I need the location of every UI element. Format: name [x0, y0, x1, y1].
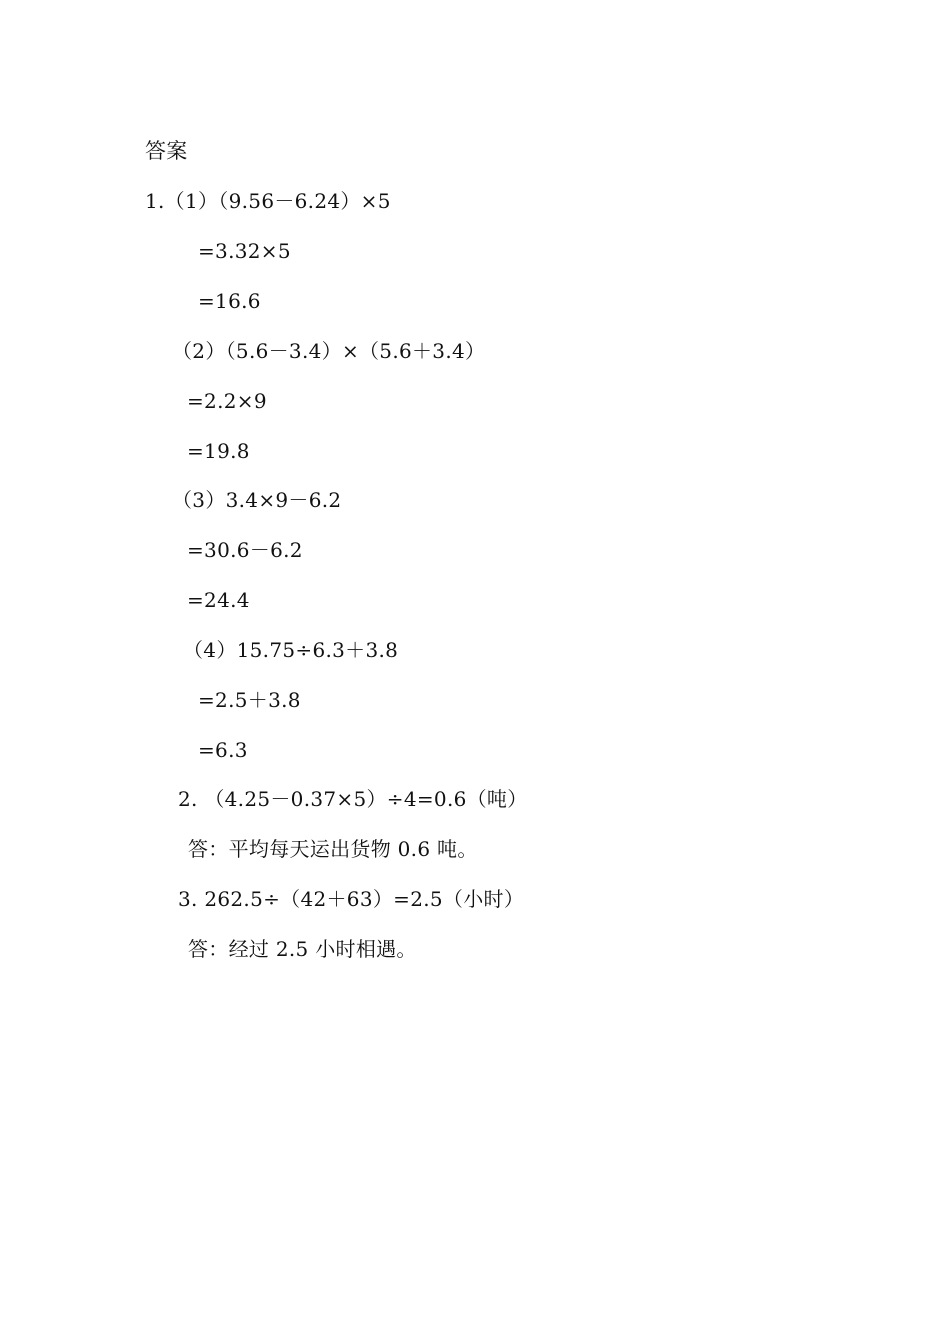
q1-part4-step1: =2.5＋3.8 — [198, 688, 301, 712]
q1-part4-expression: （4）15.75÷6.3＋3.8 — [183, 638, 399, 662]
page-title: 答案 — [145, 139, 188, 163]
q1-part1-step2: =16.6 — [198, 289, 261, 313]
q1-part1-expression: 1.（1）（9.56－6.24）×5 — [145, 189, 391, 213]
q1-part3-step1: =30.6－6.2 — [187, 538, 303, 562]
q3-answer: 答：经过 2.5 小时相遇。 — [188, 937, 417, 961]
q1-part4-step2: =6.3 — [198, 738, 248, 762]
q1-part3-expression: （3）3.4×9－6.2 — [172, 488, 342, 512]
q1-part2-expression: （2）（5.6－3.4）×（5.6＋3.4） — [172, 339, 486, 363]
q1-part2-step2: =19.8 — [187, 439, 250, 463]
q2-answer: 答：平均每天运出货物 0.6 吨。 — [188, 837, 478, 861]
q3-equation: 3. 262.5÷（42＋63）=2.5（小时） — [178, 887, 525, 911]
q1-part1-step1: =3.32×5 — [198, 239, 291, 263]
q2-equation: 2. （4.25－0.37×5）÷4=0.6（吨） — [178, 787, 528, 811]
q1-part2-step1: =2.2×9 — [187, 389, 267, 413]
q1-part3-step2: =24.4 — [187, 588, 250, 612]
